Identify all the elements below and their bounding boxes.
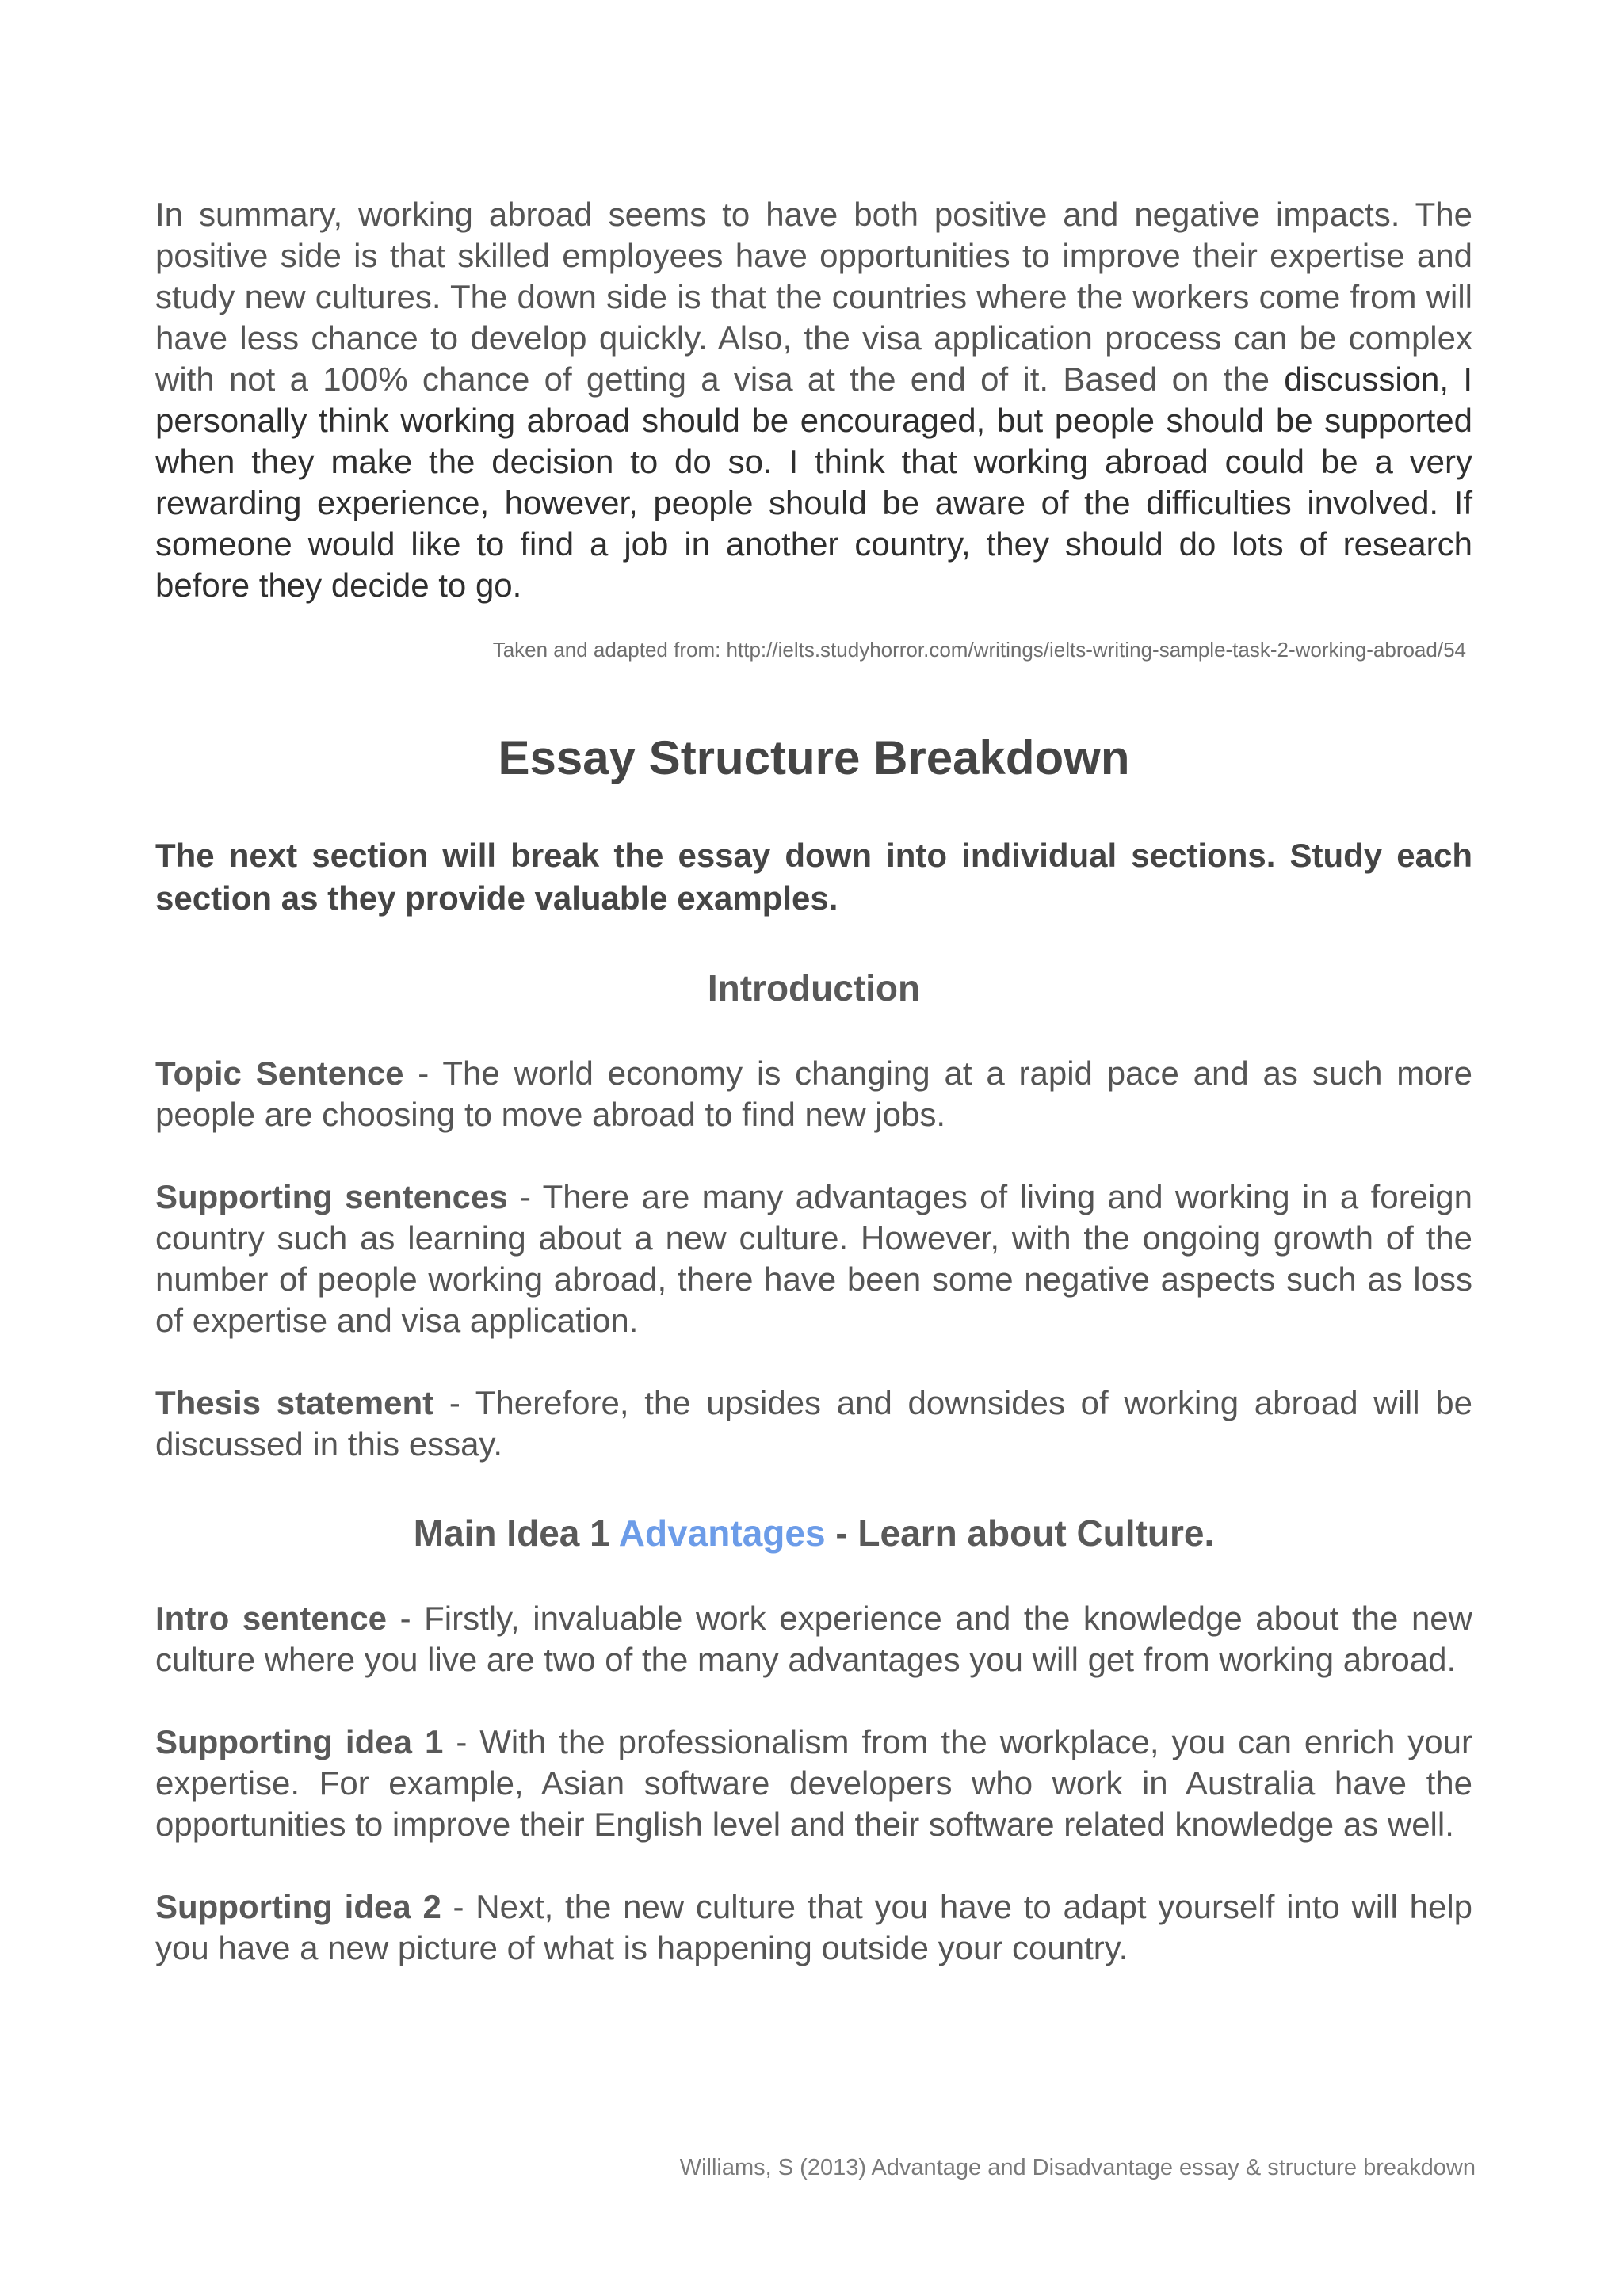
- source-note: Taken and adapted from: http://ielts.studyhorror.com/writings/ielts-writing-sample-task-2-working-abroad/54: [492, 638, 1466, 662]
- item-label: Supporting sentences: [155, 1178, 508, 1215]
- item-text: - Firstly, invaluable work experience and the knowledge about the new culture where you live are two of the many advantages you will get from working abroad.: [155, 1600, 1472, 1678]
- item-label: Supporting idea 2: [155, 1888, 441, 1925]
- heading-suffix: - Learn about Culture.: [825, 1512, 1215, 1554]
- heading-prefix: Main Idea 1: [413, 1512, 619, 1554]
- supporting-idea-1-item: [155, 1722, 1472, 1845]
- intro-sentence-item: [155, 1598, 1472, 1680]
- summary-text-part2: discussion, I personally think working abroad should be encouraged, but people should be supported when they make the decision to do so. I think that working abroad could be a very rewarding experience, however, people should be aware of the difficulties involved. If someone would like to find a job in another country, they should do lots of research before they decide to go.: [155, 360, 1472, 604]
- summary-paragraph: [155, 194, 1472, 606]
- summary-text-part1: In summary, working abroad seems to have both positive and negative impacts. The positive side is that skilled employees have opportunities to improve their expertise and study new cultures. The down side is that the countries where the workers come from will have less chance to develop quickly. Also, the visa application process can be complex with not a 100% chance of getting a visa at the end of it. Based on the: [155, 196, 1472, 398]
- lead-paragraph: The next section will break the essay down into individual sections. Study each section as they provide valuable examples.: [155, 837, 1472, 917]
- page-title: Essay Structure Breakdown: [498, 731, 1130, 784]
- supporting-idea-2-item: [155, 1886, 1472, 1969]
- heading-accent: Advantages: [618, 1512, 826, 1554]
- item-text: - With the professionalism from the workplace, you can enrich your expertise. For example, Asian software developers who work in Australia have the opportunities to improve their English level and their software related knowledge as well.: [155, 1723, 1473, 1843]
- document-page: [155, 194, 1472, 1969]
- introduction-heading: Introduction: [707, 967, 921, 1009]
- thesis-statement-item: [155, 1383, 1472, 1465]
- item-text: - There are many advantages of living and working in a foreign country such as learning about a new culture. However, with the ongoing growth of the number of people working abroad, there have been some negative aspects such as loss of expertise and visa application.: [155, 1178, 1473, 1339]
- item-text: - Therefore, the upsides and downsides of working abroad will be discussed in this essay.: [155, 1384, 1472, 1463]
- item-label: Topic Sentence: [155, 1055, 404, 1092]
- main-idea-1-heading: [155, 1511, 1472, 1555]
- topic-sentence-item: [155, 1053, 1472, 1135]
- item-text: - Next, the new culture that you have to adapt yourself into will help you have a new picture of what is happening outside your country.: [155, 1888, 1473, 1966]
- item-text: - The world economy is changing at a rapid pace and as such more people are choosing to move abroad to find new jobs.: [155, 1055, 1472, 1133]
- item-label: Supporting idea 1: [155, 1723, 444, 1760]
- item-label: Intro sentence: [155, 1600, 387, 1637]
- supporting-sentences-item: [155, 1177, 1472, 1341]
- item-label: Thesis statement: [155, 1384, 434, 1421]
- page-footer: Williams, S (2013) Advantage and Disadvantage essay & structure breakdown: [679, 2155, 1476, 2180]
